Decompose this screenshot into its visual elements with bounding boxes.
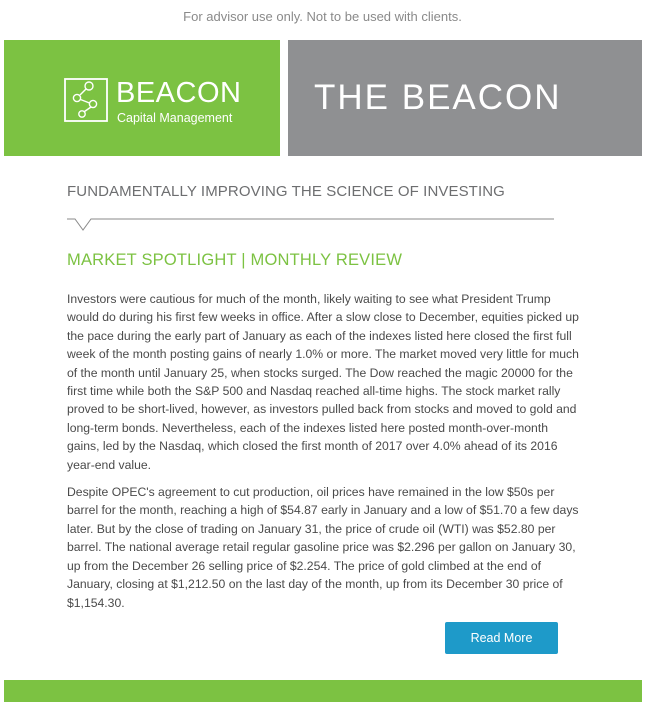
section-heading: MARKET SPOTLIGHT | MONTHLY REVIEW: [67, 251, 403, 269]
article-paragraph: Investors were cautious for much of the month, likely waiting to see what President Trump would do during his first few weeks in office. After a slow close to December, equities picked up the pace during the early part of January as each of the indexes listed here closed the first full week of the month posting gains of nearly 1.0% or more. The market moved very little for much of the month until January 25, when stocks surged. The Dow reached the magic 20000 for the first time while both the S&P 500 and Nasdaq reached all-time highs. The stock market rally proved to be short-lived, however, as investors pulled back from stocks and moved to gold and long-term bonds. Nevertheless, each of the indexes listed here posted month-over-month gains, led by the Nasdaq, which closed the first month of 2017 over 4.0% ahead of its 2016 year-end value.: [67, 292, 579, 472]
newsletter-title-banner: [288, 40, 642, 156]
footer-bar: [4, 680, 642, 702]
tagline: FUNDAMENTALLY IMPROVING THE SCIENCE OF INVESTING: [67, 183, 505, 200]
brand-banner: [4, 40, 280, 156]
logo-wordmark: BEACON: [116, 77, 242, 109]
article-body: [67, 290, 582, 621]
beacon-logo-icon: [62, 76, 110, 124]
logo-subtitle: Capital Management: [117, 111, 233, 125]
advisor-disclaimer: For advisor use only. Not to be used with clients.: [183, 9, 462, 24]
newsletter-title: THE BEACON: [314, 78, 562, 117]
read-more-button[interactable]: Read More: [445, 622, 558, 654]
tagline-divider: [67, 218, 555, 232]
article-paragraph: Despite OPEC's agreement to cut production, oil prices have remained in the low $50s per barrel for the month, reaching a high of $54.87 early in January and a low of $51.70 a few days later. But by the close of trading on January 31, the price of crude oil (WTI) was $52.80 per barrel. The national average retail regular gasoline price was $2.296 per gallon on January 30, up from the December 26 selling price of $2.254. The price of gold climbed at the end of January, closing at $1,212.50 on the last day of the month, up from its December 30 price of $1,154.30.: [67, 485, 579, 610]
